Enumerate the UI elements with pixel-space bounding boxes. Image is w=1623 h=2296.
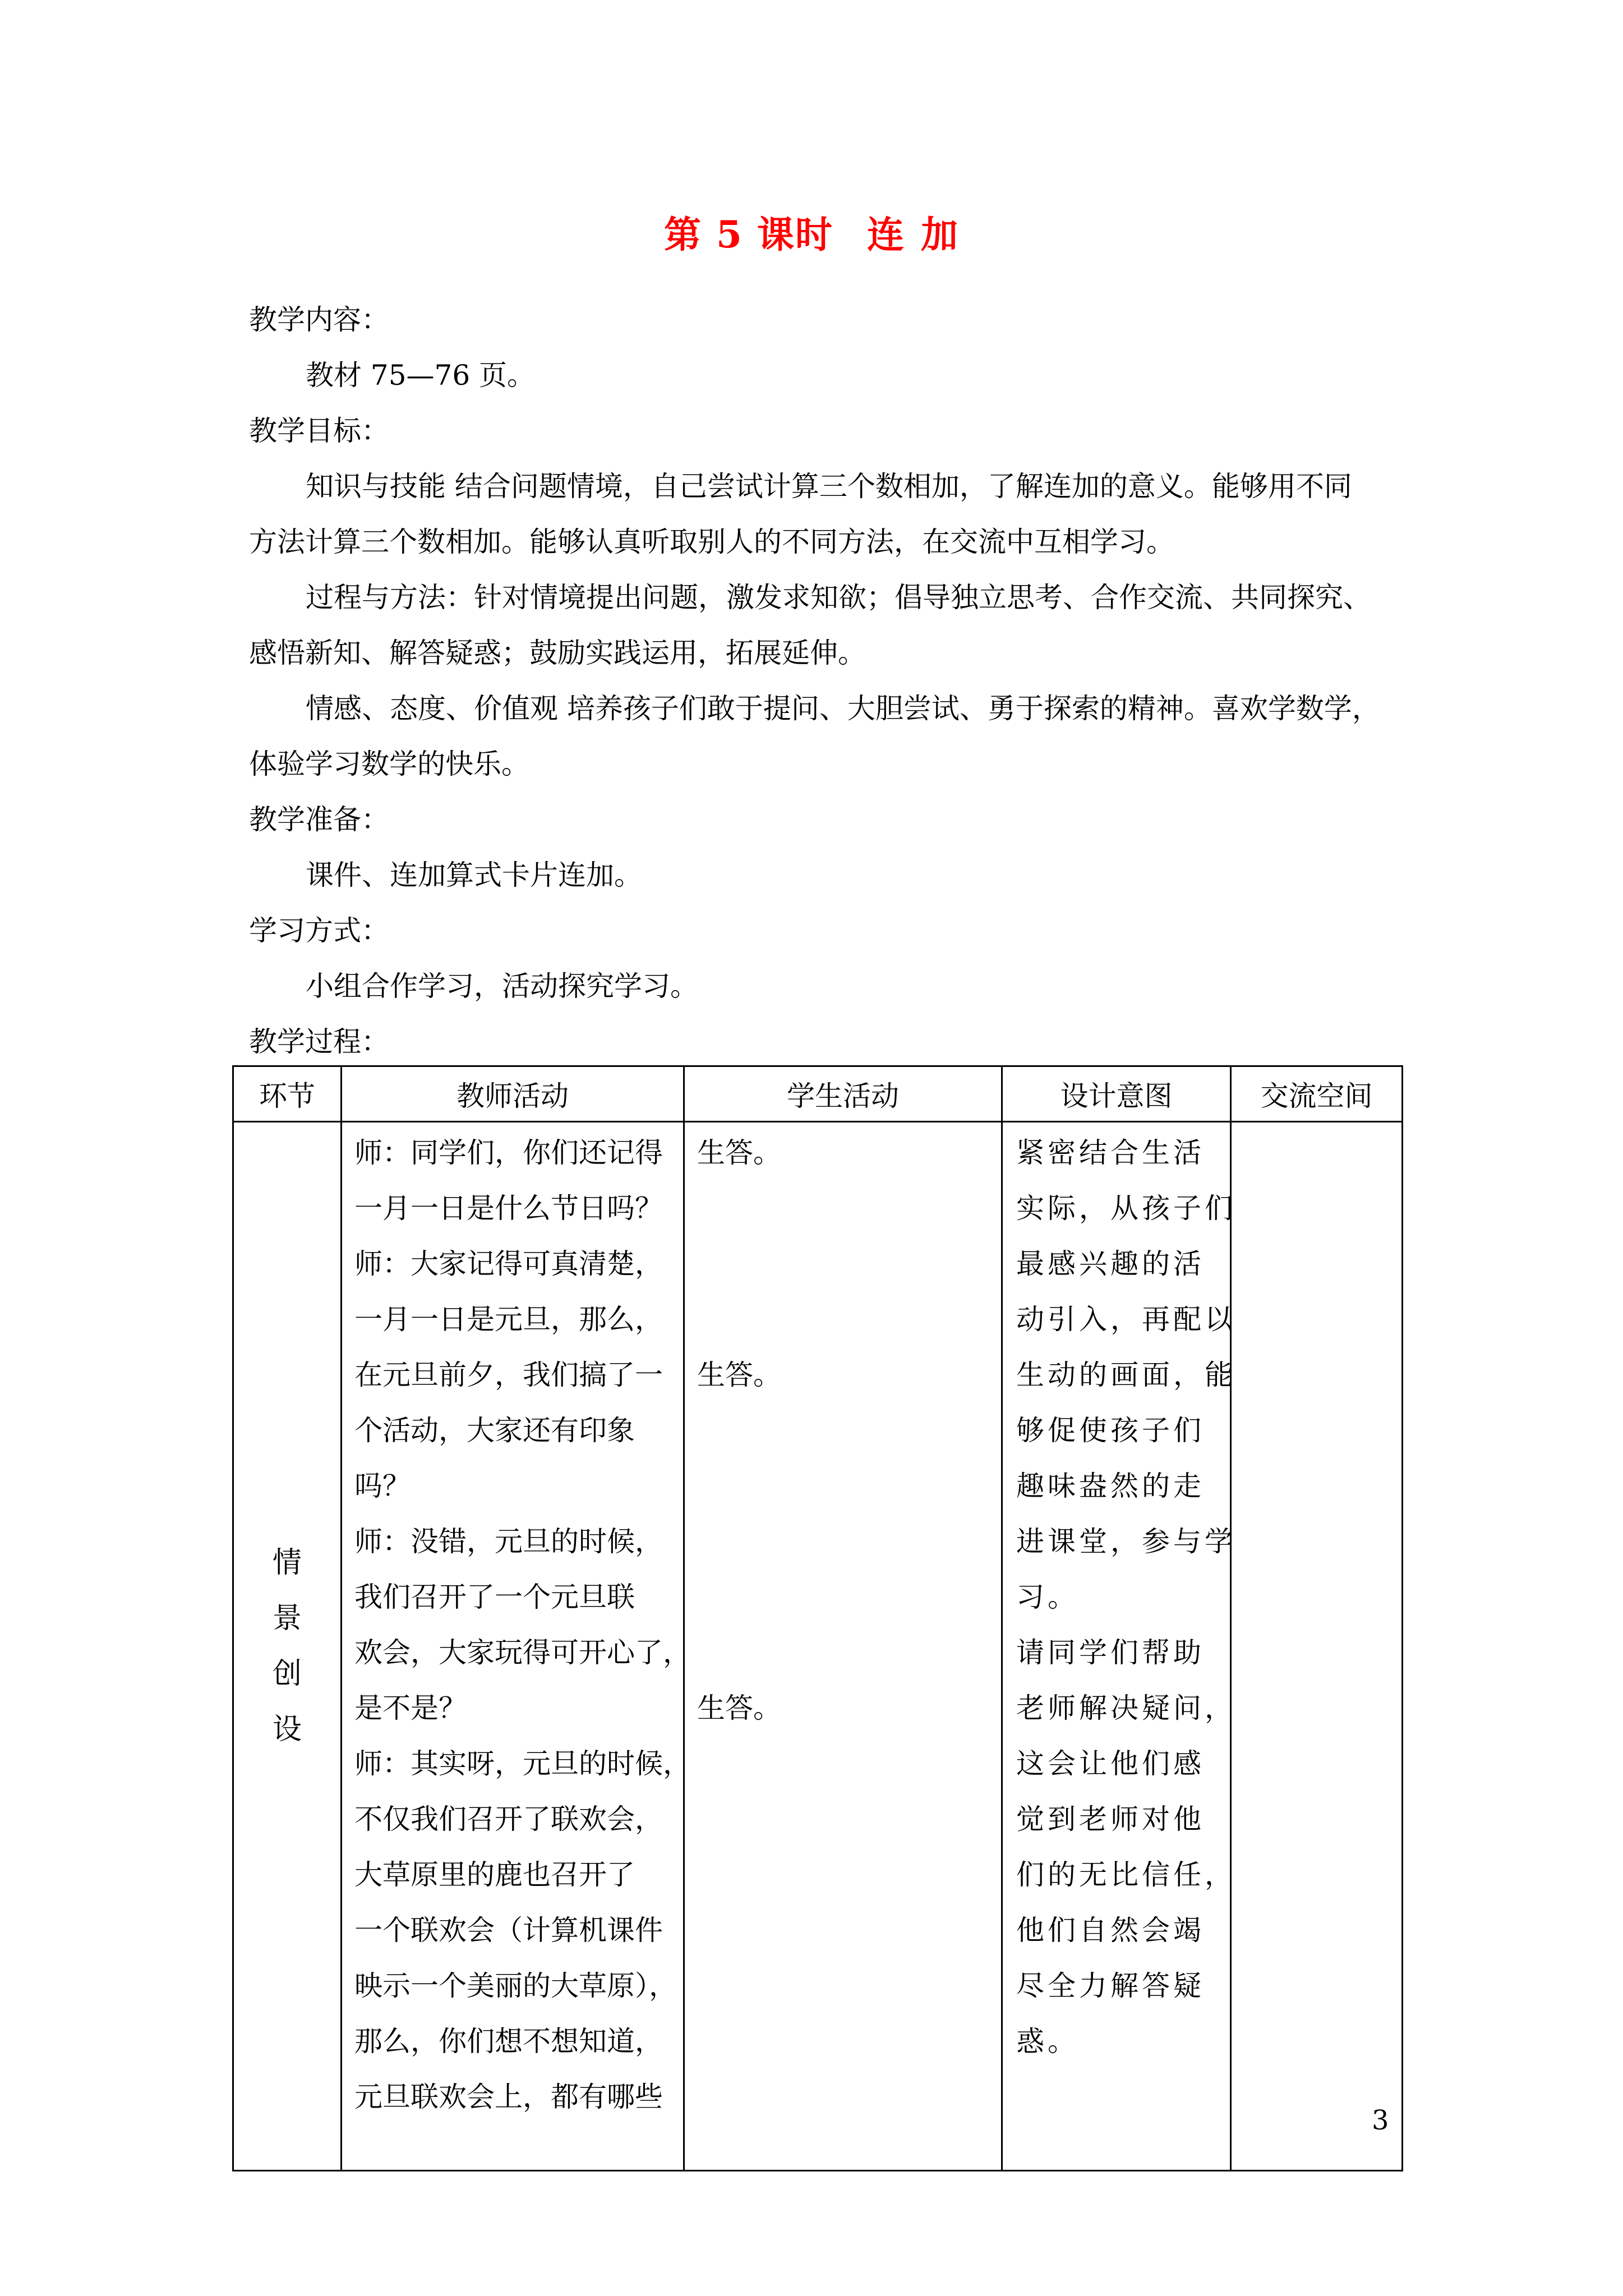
goal-process-line-2: 感悟新知、解答疑惑；鼓励实践运用，拓展延伸。 xyxy=(249,637,866,669)
teacher-line: 师：大家记得可真清楚， xyxy=(354,1248,663,1280)
goal-attitude-line-2: 体验学习数学的快乐。 xyxy=(249,748,529,780)
lesson-topic-char-1: 连 xyxy=(866,213,905,256)
header-student-activity: 学生活动 xyxy=(684,1066,1002,1122)
design-line: 这会让他们感 xyxy=(1016,1747,1205,1780)
design-line: 趣味盎然的走 xyxy=(1016,1470,1205,1502)
student-line: 生答。 xyxy=(697,1692,781,1724)
teacher-activity-cell xyxy=(342,1122,691,2171)
design-line: 请同学们帮助 xyxy=(1016,1636,1205,1669)
student-line xyxy=(685,1514,1001,1570)
design-line: 觉到老师对他 xyxy=(1016,1803,1205,1835)
design-line: 实际，从孩子们 xyxy=(1016,1192,1236,1225)
teacher-line: 那么，你们想不想知道， xyxy=(354,2025,663,2058)
goal-knowledge-line-2: 方法计算三个数相加。能够认真听取别人的不同方法，在交流中互相学习。 xyxy=(249,526,1174,558)
stage-label: 情 景 创 设 xyxy=(272,1545,302,1746)
teacher-line: 一个联欢会（计算机课件 xyxy=(354,1914,663,1947)
student-line xyxy=(685,1458,1001,1514)
teacher-line: 一月一日是元旦，那么， xyxy=(354,1303,663,1336)
method-text: 小组合作学习，活动探究学习。 xyxy=(306,970,698,1002)
student-line xyxy=(685,1292,1001,1347)
header-exchange-space: 交流空间 xyxy=(1231,1066,1403,1122)
stage-cell xyxy=(233,1122,342,2171)
content-label: 教学内容： xyxy=(249,303,389,336)
design-line: 动引入，再配以 xyxy=(1016,1303,1236,1336)
design-intent-cell xyxy=(1002,1122,1236,2171)
teacher-line: 在元旦前夕，我们搞了一 xyxy=(354,1359,663,1391)
goals-label: 教学目标： xyxy=(249,415,389,447)
design-line: 生动的画面，能 xyxy=(1016,1359,1236,1391)
student-line xyxy=(685,1236,1001,1292)
goal-knowledge-line-1: 知识与技能 结合问题情境，自己尝试计算三个数相加，了解连加的意义。能够用不同 xyxy=(306,470,1352,503)
design-line: 进课堂，参与学 xyxy=(1016,1525,1236,1558)
header-stage: 环节 xyxy=(233,1066,342,1122)
teacher-line: 映示一个美丽的大草原）， xyxy=(354,1970,677,2002)
lesson-title xyxy=(0,213,1623,256)
teacher-line: 不仅我们召开了联欢会， xyxy=(354,1803,663,1835)
prep-text: 课件、连加算式卡片连加。 xyxy=(306,859,642,891)
goal-attitude-line-1: 情感、态度、价值观 培养孩子们敢于提问、大胆尝试、勇于探索的精神。喜欢学数学， xyxy=(306,692,1380,725)
teacher-line: 个活动，大家还有印象 xyxy=(354,1414,635,1447)
teacher-line: 元旦联欢会上，都有哪些 xyxy=(354,2081,663,2113)
table-row xyxy=(233,1122,1403,2171)
exchange-space-cell xyxy=(1231,1122,1403,2171)
table-header-row xyxy=(233,1066,1403,1122)
process-label: 教学过程： xyxy=(249,1025,389,1058)
design-line: 他们自然会竭 xyxy=(1016,1914,1205,1947)
teacher-line: 是不是？ xyxy=(354,1692,467,1724)
page-number: 3 xyxy=(1372,2105,1389,2136)
teacher-line: 我们召开了一个元旦联 xyxy=(354,1581,635,1613)
student-line xyxy=(685,1403,1001,1458)
design-line: 够促使孩子们 xyxy=(1016,1414,1205,1447)
method-label: 学习方式： xyxy=(249,914,389,947)
design-line: 最感兴趣的活 xyxy=(1016,1248,1205,1280)
student-line xyxy=(685,1181,1001,1236)
design-line: 们的无比信任， xyxy=(1016,1858,1236,1891)
teacher-line: 师：同学们，你们还记得 xyxy=(354,1137,663,1169)
design-line: 习。 xyxy=(1016,1581,1079,1613)
design-line: 尽全力解答疑 xyxy=(1016,1970,1205,2002)
teacher-line: 师：没错，元旦的时候， xyxy=(354,1525,663,1558)
student-activity-cell xyxy=(684,1122,1002,2171)
teacher-line: 大草原里的鹿也召开了 xyxy=(354,1858,635,1891)
header-teacher-activity: 教师活动 xyxy=(342,1066,684,1122)
student-line: 生答。 xyxy=(697,1359,781,1391)
goal-process-line-1: 过程与方法：针对情境提出问题，激发求知欲；倡导独立思考、合作交流、共同探究、 xyxy=(306,581,1371,614)
prep-label: 教学准备： xyxy=(249,803,389,836)
student-line xyxy=(685,1625,1001,1681)
design-line: 老师解决疑问， xyxy=(1016,1692,1236,1724)
design-line: 惑。 xyxy=(1016,2025,1079,2058)
teacher-line: 一月一日是什么节日吗？ xyxy=(354,1192,663,1225)
student-line: 生答。 xyxy=(697,1137,781,1169)
design-line: 紧密结合生活 xyxy=(1016,1137,1205,1169)
teacher-line: 吗？ xyxy=(354,1470,411,1502)
teaching-process-table xyxy=(232,1065,1403,2171)
lesson-topic-char-2: 加 xyxy=(920,213,959,256)
lesson-number: 第 5 课时 xyxy=(664,213,833,256)
teacher-line: 欢会，大家玩得可开心了， xyxy=(354,1636,691,1669)
student-line xyxy=(685,1570,1001,1625)
content-text: 教材 75—76 页。 xyxy=(306,359,536,392)
header-design-intent: 设计意图 xyxy=(1002,1066,1231,1122)
teacher-line: 师：其实呀，元旦的时候， xyxy=(354,1747,691,1780)
